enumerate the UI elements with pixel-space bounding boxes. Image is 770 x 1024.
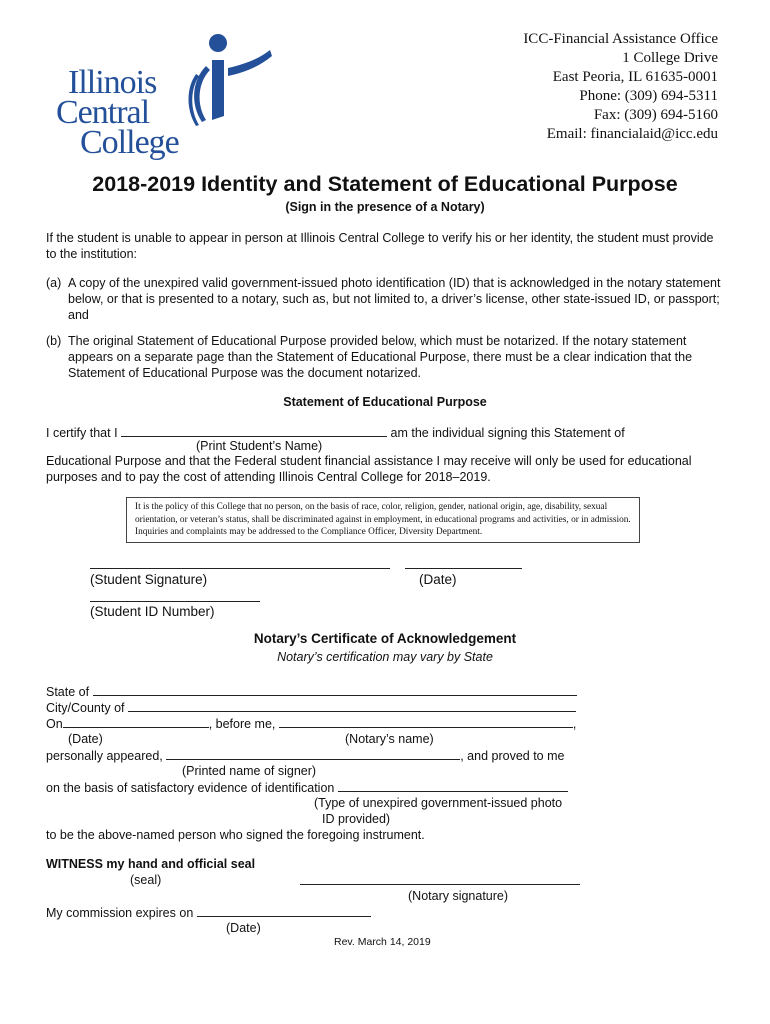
notary-heading: Notary’s Certificate of Acknowledgement <box>253 631 517 646</box>
notary-subheading: Notary’s certification may vary by State <box>277 650 493 664</box>
college-logo <box>56 30 271 162</box>
personally-appeared-row <box>46 747 564 764</box>
statement-continuation: Educational Purpose and that the Federal student financial assistance I may receive will only be used for educational purposes and to pay the cost of attending Illinois Central College for 2018–2019. <box>46 454 692 484</box>
logo-word-illinois: Illinois <box>68 64 157 101</box>
list-item <box>46 275 726 323</box>
office-address <box>523 30 718 144</box>
id-type-label-1: (Type of unexpired government-issued photo <box>314 796 563 810</box>
evidence-row <box>46 779 568 796</box>
acknowledgement-date-field[interactable] <box>63 715 209 728</box>
list-item-text: The original Statement of Educational Purpose provided below, which must be notarized. If the notary statement appears on a separate page than the Statement of Educational Purpose, there must be a clear indication that the Statement of Educational Purpose was the document notarized. <box>68 334 693 380</box>
student-id-field[interactable] <box>90 601 260 602</box>
address-phone: Phone: (309) 694-5311 <box>579 88 718 104</box>
nondiscrimination-policy: It is the policy of this College that no person, on the basis of race, color, religion, gender, national origin, age, disability, sexual orientation, or veteran’s status, shall be discriminated against in employment, in educational programs and activities, or in admission. Inquiries and complaints may be addressed to the Compliance Officer, Diversity Department. <box>126 497 640 543</box>
on-date-row <box>46 715 576 732</box>
address-city: East Peoria, IL 61635-0001 <box>552 69 718 85</box>
notary-signature-label: (Notary signature) <box>408 889 509 903</box>
student-signature-label: (Student Signature) <box>90 572 208 587</box>
notary-name-field[interactable] <box>279 715 573 728</box>
commission-date-field[interactable] <box>197 904 371 917</box>
certify-suffix: am the individual signing this Statement of <box>390 426 625 440</box>
logo-word-college: College <box>80 124 179 161</box>
logo-word-central: Central <box>56 94 150 131</box>
notary-name-label: (Notary’s name) <box>345 732 434 746</box>
id-type-label-2: ID provided) <box>322 812 391 826</box>
and-proved-label: , and proved to me <box>460 749 565 763</box>
commission-date-label: (Date) <box>226 921 261 935</box>
notary-signature-field[interactable] <box>300 884 580 885</box>
seal-label: (seal) <box>130 873 162 887</box>
statement-heading: Statement of Educational Purpose <box>283 395 487 409</box>
certify-line <box>46 424 625 441</box>
document-subtitle: (Sign in the presence of a Notary) <box>285 200 485 214</box>
list-item <box>46 333 726 381</box>
list-item-tag: (b) <box>46 334 62 348</box>
document-title: 2018-2019 Identity and Statement of Educational Purpose <box>92 172 678 196</box>
list-item-text: A copy of the unexpired valid government-issued photo identification (ID) that is acknowledged in the notary statement below, or that is presented to a notary, such as, but not limited to, a driver’s license, other state-issued ID, or passport; and <box>68 276 721 322</box>
address-office: ICC-Financial Assistance Office <box>523 31 718 47</box>
city-county-field[interactable] <box>128 699 576 712</box>
above-named-text: to be the above-named person who signed the foregoing instrument. <box>46 828 425 842</box>
before-me-label: , before me, <box>208 717 276 731</box>
commission-label: My commission expires on <box>46 906 194 920</box>
personally-appeared-label: personally appeared, <box>46 749 163 763</box>
signature-date-label: (Date) <box>419 572 457 587</box>
signer-name-field[interactable] <box>166 747 460 760</box>
student-signature-field[interactable] <box>90 568 390 569</box>
student-id-label: (Student ID Number) <box>90 604 215 619</box>
address-street: 1 College Drive <box>622 50 718 66</box>
state-of-row <box>46 683 577 700</box>
address-email: Email: financialaid@icc.edu <box>546 126 718 142</box>
evidence-label: on the basis of satisfactory evidence of identification <box>46 781 335 795</box>
city-county-row <box>46 699 576 716</box>
certify-prefix: I certify that I <box>46 426 118 440</box>
revision-date: Rev. March 14, 2019 <box>334 936 431 948</box>
logo-swoosh-icon <box>178 30 273 130</box>
student-name-field[interactable] <box>121 424 387 437</box>
signature-date-field[interactable] <box>405 568 522 569</box>
on-label: On <box>46 717 63 731</box>
id-type-field[interactable] <box>338 779 568 792</box>
city-county-label: City/County of <box>46 701 125 715</box>
list-item-tag: (a) <box>46 276 62 290</box>
intro-paragraph: If the student is unable to appear in person at Illinois Central College to verify his or her identity, the student must provide to the institution: <box>46 231 714 261</box>
address-fax: Fax: (309) 694-5160 <box>593 107 718 123</box>
witness-label: WITNESS my hand and official seal <box>46 857 256 871</box>
date-label: (Date) <box>68 732 103 746</box>
state-of-label: State of <box>46 685 90 699</box>
state-field[interactable] <box>93 683 577 696</box>
commission-row <box>46 904 371 921</box>
printed-name-label: (Printed name of signer) <box>182 764 317 778</box>
print-name-label: (Print Student’s Name) <box>196 439 323 453</box>
comma-label: , <box>572 717 577 731</box>
